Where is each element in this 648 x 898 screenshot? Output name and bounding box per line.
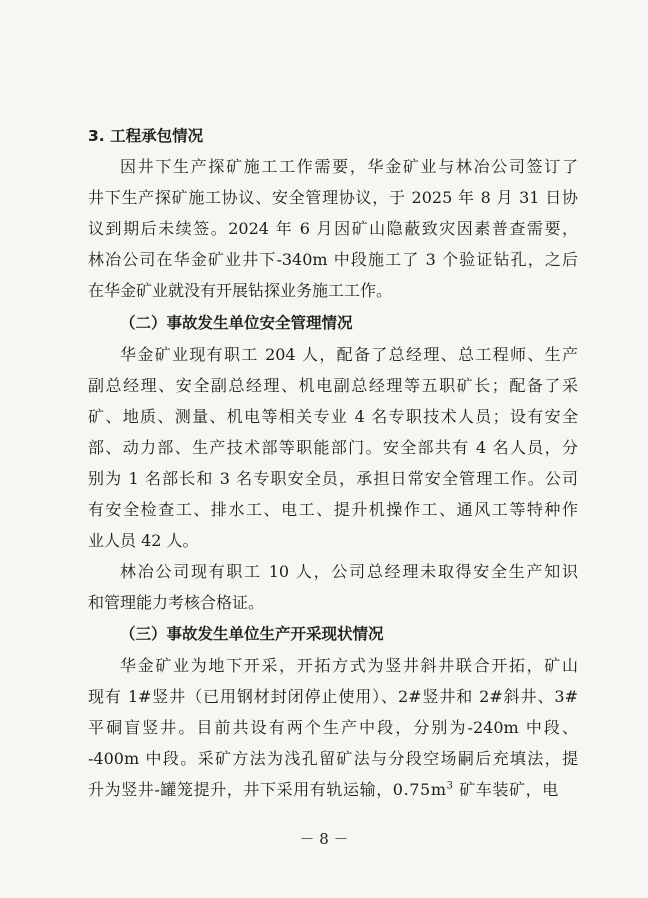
superscript-cubic: 3 — [446, 780, 454, 792]
paragraph-line: 井下生产探矿施工协议、安全管理协议，于 2025 年 8 月 31 日协 — [88, 188, 578, 207]
paragraph-line: 林冶公司在华金矿业井下-340m 中段施工了 3 个验证钻孔，之后 — [88, 250, 578, 269]
paragraph-line: 华金矿业现有职工 204 人，配备了总经理、总工程师、生产 — [120, 345, 578, 364]
paragraph-line: 有安全检查工、排水工、电工、提升机操作工、通风工等特种作 — [88, 500, 578, 519]
paragraph-line: -400m 中段。采矿方法为浅孔留矿法与分段空场嗣后充填法，提 — [88, 749, 578, 768]
paragraph-line: 部、动力部、生产技术部等职能部门。安全部共有 4 名人员，分 — [88, 438, 578, 457]
paragraph-line: 副总经理、安全副总经理、机电副总经理等五职矿长；配备了采 — [88, 376, 578, 395]
paragraph-line: 平硐盲竖井。目前共设有两个生产中段，分别为-240m 中段、 — [88, 718, 578, 737]
paragraph-line: 和管理能力考核合格证。 — [88, 593, 265, 612]
line-text: 矿车装矿，电 — [453, 780, 559, 799]
paragraph-line: 议到期后未续签。2024 年 6 月因矿山隐蔽致灾因素普查需要， — [88, 219, 578, 238]
paragraph-line: 别为 1 名部长和 3 名专职安全员，承担日常安全管理工作。公司 — [88, 469, 578, 488]
section-heading-engineering-contract: 3. 工程承包情况 — [88, 127, 204, 145]
page-number: － 8 － — [299, 830, 349, 848]
paragraph-line: 现有 1#竖井（已用钢材封闭停止使用）、2#竖井和 2#斜井、3# — [88, 687, 578, 706]
paragraph-line: 在华金矿业就没有开展钻探业务施工工作。 — [88, 281, 393, 300]
paragraph-line: 矿、地质、测量、机电等相关专业 4 名专职技术人员；设有安全 — [88, 407, 578, 426]
paragraph-line: 因井下生产探矿施工工作需要，华金矿业与林冶公司签订了 — [120, 157, 578, 176]
paragraph-line — [88, 780, 578, 800]
paragraph-line: 业人员 42 人。 — [88, 531, 199, 550]
section-heading-mining-status: （三）事故发生单位生产开采现状情况 — [120, 625, 384, 643]
line-text: 升为竖井-罐笼提升，井下采用有轨运输，0.75m — [88, 780, 447, 799]
section-heading-safety-management: （二）事故发生单位安全管理情况 — [120, 314, 353, 332]
paragraph-line: 华金矿业为地下开采，开拓方式为竖井斜井联合开拓，矿山 — [120, 656, 578, 675]
paragraph-line: 林冶公司现有职工 10 人，公司总经理未取得安全生产知识 — [120, 562, 578, 581]
